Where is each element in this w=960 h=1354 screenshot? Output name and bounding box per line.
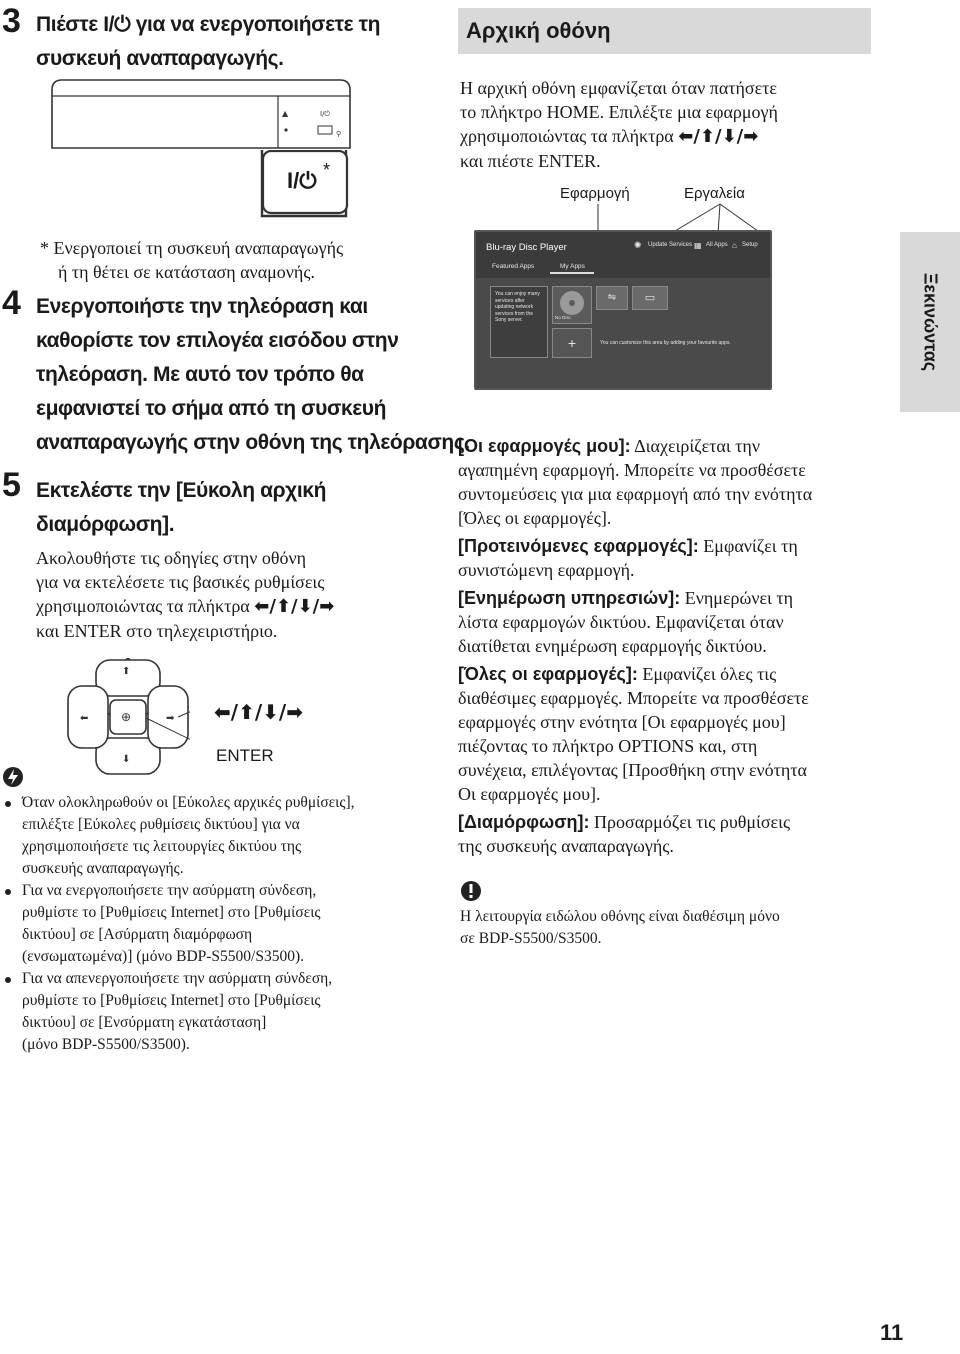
tab-featured-apps[interactable]: Featured Apps bbox=[492, 263, 535, 270]
disc-tile[interactable] bbox=[552, 286, 592, 324]
definition-all-apps bbox=[458, 662, 878, 806]
step-4-line: τηλεόραση. Με αυτό τον τρόπο θα bbox=[36, 363, 364, 386]
step-3-line-2: συσκευή αναπαραγωγής. bbox=[36, 47, 284, 70]
intro-line: το πλήκτρο HOME. Επιλέξτε μια εφαρμογή bbox=[460, 102, 778, 122]
update-services-button[interactable]: Update Services bbox=[648, 242, 693, 248]
setup-button[interactable]: Setup bbox=[742, 242, 758, 248]
definition-line: διατίθεται ενημέρωση εφαρμογής δικτύου. bbox=[458, 636, 767, 656]
featured-app-tile[interactable] bbox=[490, 286, 548, 358]
definition-line: πιέζοντας το πλήκτρο OPTIONS και, στη bbox=[458, 736, 758, 756]
intro-line bbox=[460, 124, 870, 149]
arrow-keys-label: ⬅/⬆/⬇/➡ bbox=[678, 126, 759, 147]
label-application: Εφαρμογή bbox=[560, 185, 630, 202]
remote-dpad-illustration bbox=[66, 658, 190, 778]
tip-line: ρυθμίστε το [Ρυθμίσεις Internet] στο [Ρυθμίσεις bbox=[22, 992, 321, 1009]
svg-text:⊕: ⊕ bbox=[121, 710, 132, 724]
intro-line: Η αρχική οθόνη εμφανίζεται όταν πατήσετε bbox=[460, 78, 777, 98]
definition-line: [Όλες οι εφαρμογές]. bbox=[458, 508, 612, 528]
tip-bullet-list bbox=[2, 792, 422, 1056]
power-button-asterisk: * bbox=[323, 160, 331, 180]
section-title-home-screen: Αρχική οθόνη bbox=[458, 8, 871, 54]
tip-line: Για να απενεργοποιήσετε την ασύρματη σύνδεση, bbox=[22, 970, 333, 987]
svg-text:➡: ➡ bbox=[166, 713, 175, 724]
definition-line: συνέχεια, επιλέγοντας [Προσθήκη στην ενότητα bbox=[458, 760, 807, 780]
remote-arrows-label: ⬅/⬆/⬇/➡ bbox=[214, 700, 303, 724]
definition-text: Διαχειρίζεται την bbox=[630, 436, 760, 456]
tip-line: (μόνο BDP-S5500/S3500). bbox=[22, 1036, 190, 1053]
step-5-body-line: για να εκτελέσετε τις βασικές ρυθμίσεις bbox=[36, 572, 325, 592]
step-5-body-line bbox=[36, 594, 416, 619]
tip-icon bbox=[2, 766, 24, 788]
note-line: Η λειτουργία ειδώλου οθόνης είναι διαθέσιμη μόνο bbox=[460, 908, 780, 925]
tip-line: επιλέξτε [Εύκολες ρυθμίσεις δικτύου] για να bbox=[22, 816, 300, 833]
tip-line: δικτύου] σε [Ασύρματη διαμόρφωση bbox=[22, 926, 253, 943]
tip-line: Όταν ολοκληρωθούν οι [Εύκολες αρχικές ρυθμίσεις], bbox=[22, 794, 355, 811]
svg-text:⬇: ⬇ bbox=[122, 754, 131, 765]
power-button-callout-label: I/⏻ bbox=[287, 168, 317, 193]
step-5-line: Εκτελέστε την [Εύκολη αρχική bbox=[36, 479, 327, 502]
tip-line: δικτύου] σε [Ενσύρματη εγκατάσταση] bbox=[22, 1014, 267, 1031]
tab-selection-underline bbox=[550, 272, 594, 274]
svg-text:▲: ▲ bbox=[282, 109, 289, 118]
intro-text: χρησιμοποιώντας τα πλήκτρα bbox=[460, 126, 674, 146]
tab-my-apps[interactable]: My Apps bbox=[560, 263, 585, 270]
screen-mirroring-tile[interactable] bbox=[632, 286, 668, 310]
featured-app-text: You can enjoy many services after updating network services from the Sony server. bbox=[495, 291, 540, 323]
home-screen-illustration bbox=[474, 230, 772, 390]
footnote-line-1: * Ενεργοποιεί τη συσκευή αναπαραγωγής bbox=[40, 238, 344, 258]
remote-enter-label: ENTER bbox=[216, 746, 274, 765]
svg-text:⚲: ⚲ bbox=[336, 130, 342, 138]
tip-bullet bbox=[2, 880, 422, 968]
tip-bullet bbox=[2, 792, 422, 880]
svg-text:I/⏻: I/⏻ bbox=[320, 110, 330, 118]
note-text bbox=[460, 906, 870, 950]
step-4-line: εμφανιστεί το σήμα από τη συσκευή bbox=[36, 397, 387, 420]
plus-icon: + bbox=[567, 335, 577, 351]
home-screen-body bbox=[476, 278, 770, 388]
definition-line: συντομεύσεις για μια εφαρμογή από την ενότητα bbox=[458, 484, 813, 504]
svg-text:⬆: ⬆ bbox=[122, 666, 131, 677]
definitions-list bbox=[458, 434, 878, 858]
definition-line: Οι εφαρμογές μου]. bbox=[458, 784, 601, 804]
intro-line: και πιέστε ENTER. bbox=[460, 151, 601, 171]
step-5-body-line: Ακολουθήστε τις οδηγίες στην οθόνη bbox=[36, 548, 307, 568]
definition-my-apps bbox=[458, 434, 878, 530]
step-3-number: 3 bbox=[2, 2, 21, 40]
usb-icon: ⇋ bbox=[607, 292, 617, 303]
definition-term: [Ενημέρωση υπηρεσιών]: bbox=[458, 588, 681, 608]
customize-hint: You can customize this area by adding your favourite apps. bbox=[600, 340, 731, 346]
tip-line: συσκευής αναπαραγωγής. bbox=[22, 860, 184, 877]
page-number: 11 bbox=[880, 1320, 904, 1345]
step-4-line: αναπαραγωγής στην οθόνη της τηλεόρασης. bbox=[36, 431, 470, 454]
update-services-icon: ✺ bbox=[634, 240, 642, 250]
all-apps-button[interactable]: All Apps bbox=[706, 242, 728, 248]
arrow-keys-label: ⬅/⬆/⬇/➡ bbox=[254, 596, 335, 617]
definition-line: συνιστώμενη εφαρμογή. bbox=[458, 560, 635, 580]
step-5-body-line: και ENTER στο τηλεχειριστήριο. bbox=[36, 621, 278, 641]
tip-line: ρυθμίστε το [Ρυθμίσεις Internet] στο [Ρυθμίσεις bbox=[22, 904, 321, 921]
step-4-line: καθορίστε τον επιλογέα εισόδου στην bbox=[36, 329, 399, 352]
definition-text: Ενημερώνει τη bbox=[680, 588, 794, 608]
definition-term: [Διαμόρφωση]: bbox=[458, 812, 590, 832]
home-screen-header bbox=[476, 232, 770, 278]
step-3-line-1: Πιέστε I/⏻ για να ενεργοποιήσετε τη bbox=[36, 13, 381, 36]
definition-term: [Οι εφαρμογές μου]: bbox=[458, 436, 631, 456]
tip-line: Για να ενεργοποιήσετε την ασύρματη σύνδεση, bbox=[22, 882, 317, 899]
setup-icon: ⌂ bbox=[732, 241, 737, 250]
definition-line: εφαρμογές στην ενότητα [Οι εφαρμογές μου] bbox=[458, 712, 786, 732]
section-side-tab bbox=[900, 232, 960, 412]
tip-line: (ενσωματωμένα)] (μόνο BDP-S5500/S3500). bbox=[22, 948, 304, 965]
definition-line: διαθέσιμες εφαρμογές. Μπορείτε να προσθέσετε bbox=[458, 688, 809, 708]
step-4-line: Ενεργοποιήστε την τηλεόραση και bbox=[36, 295, 368, 318]
tip-line: χρησιμοποιήσετε τις λειτουργίες δικτύου της bbox=[22, 838, 302, 855]
step-5-body-text: χρησιμοποιώντας τα πλήκτρα bbox=[36, 596, 250, 616]
svg-text:⬅: ⬅ bbox=[80, 713, 89, 724]
definition-term: [Προτεινόμενες εφαρμογές]: bbox=[458, 536, 699, 556]
home-screen-intro bbox=[460, 76, 870, 173]
step-5-line: διαμόρφωση]. bbox=[36, 513, 175, 536]
definition-setup bbox=[458, 810, 878, 858]
definition-text: Προσαρμόζει τις ρυθμίσεις bbox=[589, 812, 791, 832]
all-apps-icon: ▦ bbox=[694, 241, 702, 250]
step-5-body bbox=[36, 546, 416, 643]
side-tab-label: Ξεκινώντας bbox=[920, 272, 941, 372]
definition-featured-apps bbox=[458, 534, 878, 582]
definition-text: Εμφανίζει τη bbox=[698, 536, 798, 556]
usb-app-tile[interactable] bbox=[596, 286, 628, 310]
screen-mirroring-icon: ▭ bbox=[644, 292, 656, 304]
definition-term: [Όλες οι εφαρμογές]: bbox=[458, 664, 638, 684]
definition-line: αγαπημένη εφαρμογή. Μπορείτε να προσθέσετε bbox=[458, 460, 806, 480]
add-app-tile[interactable] bbox=[552, 328, 592, 358]
home-screen-title: Blu-ray Disc Player bbox=[486, 242, 567, 253]
definition-line: της συσκευής αναπαραγωγής. bbox=[458, 836, 674, 856]
step-4-number: 4 bbox=[2, 284, 21, 322]
note-line: σε BDP-S5500/S3500. bbox=[460, 930, 602, 947]
note-icon bbox=[460, 880, 482, 902]
no-disc-label: No Disc bbox=[555, 315, 571, 320]
step-4-text bbox=[36, 290, 470, 460]
step-5-heading bbox=[36, 474, 326, 542]
footnote-line-2: ή τη θέτει σε κατάσταση αναμονής. bbox=[58, 262, 315, 282]
definition-text: Εμφανίζει όλες τις bbox=[637, 664, 777, 684]
definition-line: λίστα εφαρμογών δικτύου. Εμφανίζεται όταν bbox=[458, 612, 784, 632]
tip-bullet bbox=[2, 968, 422, 1056]
definition-update-services bbox=[458, 586, 878, 658]
step-5-number: 5 bbox=[2, 466, 21, 504]
label-tools: Εργαλεία bbox=[684, 185, 745, 202]
